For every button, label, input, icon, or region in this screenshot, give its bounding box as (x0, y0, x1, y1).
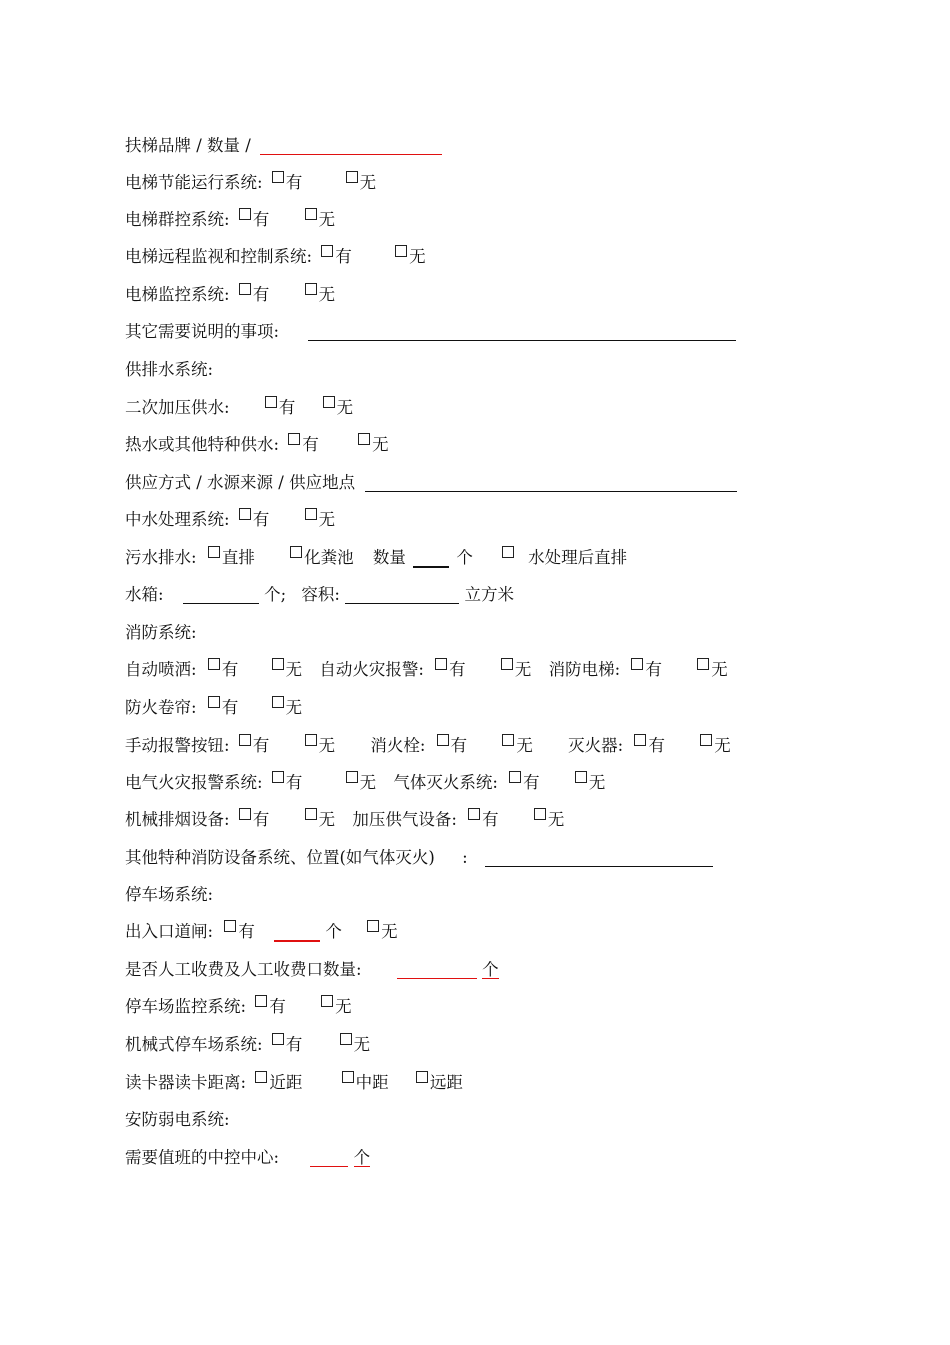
hot-water-label: 热水或其他特种供水: (125, 435, 280, 454)
hot-water-yes-option[interactable]: 有 (288, 433, 319, 457)
elevator-remote-no-option[interactable]: 无 (395, 245, 426, 269)
sewage-direct-option[interactable]: 直排 (208, 546, 255, 570)
checkbox-icon[interactable] (272, 696, 284, 708)
sprinkler-yes-option[interactable]: 有 (208, 658, 239, 682)
special-fire-label: 其他特种消防设备系统、位置(如气体灭火) (125, 848, 435, 867)
checkbox-icon[interactable] (340, 1033, 352, 1045)
sewage-qty-unit: 个 (456, 548, 473, 567)
checkbox-icon[interactable] (288, 433, 300, 445)
card-reader-far-option[interactable]: 远距 (416, 1071, 463, 1095)
control-center-unit: 个 (353, 1148, 371, 1167)
mechanical-parking-no-option[interactable]: 无 (340, 1033, 371, 1057)
elevator-monitor-yes-option[interactable]: 有 (239, 283, 270, 307)
manual-alarm-label: 手动报警按钮: (125, 736, 230, 755)
manual-toll-label: 是否人工收费及人工收费口数量: (125, 960, 362, 979)
checkbox-icon[interactable] (239, 283, 251, 295)
manual-toll-row (125, 958, 499, 982)
sewage-row (125, 546, 627, 570)
checkbox-icon[interactable] (323, 396, 335, 408)
mechanical-parking-row (125, 1033, 370, 1057)
hot-water-row (125, 433, 389, 457)
elevator-remote-label: 电梯远程监视和控制系统: (125, 247, 313, 266)
parking-system-heading: 停车场系统: (125, 885, 214, 904)
secondary-pressure-label: 二次加压供水: (125, 398, 230, 417)
fire-alarm-yes-option[interactable]: 有 (435, 658, 466, 682)
elevator-remote-row (125, 245, 426, 269)
checkbox-icon[interactable] (321, 245, 333, 257)
card-reader-label: 读卡器读卡距离: (125, 1073, 247, 1092)
pressurized-air-no-option[interactable]: 无 (534, 808, 565, 832)
checkbox-icon[interactable] (305, 208, 317, 220)
elevator-group-label: 电梯群控系统: (125, 210, 230, 229)
elevator-group-row (125, 208, 335, 232)
checkbox-icon[interactable] (255, 1071, 267, 1083)
reclaimed-water-row (125, 508, 335, 532)
manual-alarm-yes-option[interactable]: 有 (239, 734, 270, 758)
special-fire-field[interactable] (485, 846, 713, 867)
checkbox-icon[interactable] (575, 771, 587, 783)
fire-shutter-no-option[interactable]: 无 (272, 696, 303, 720)
parking-monitor-no-option[interactable]: 无 (321, 995, 352, 1019)
water-tank-label: 水箱: (125, 585, 164, 604)
checkbox-icon[interactable] (321, 995, 333, 1007)
extinguisher-no-option[interactable]: 无 (700, 734, 731, 758)
checkbox-icon[interactable] (239, 734, 251, 746)
barrier-gate-count-field[interactable] (274, 920, 320, 942)
checkbox-icon[interactable] (342, 1071, 354, 1083)
sewage-qty-label: 数量 (372, 548, 406, 567)
checkbox-icon[interactable] (416, 1071, 428, 1083)
hot-water-no-option[interactable]: 无 (358, 433, 389, 457)
sewage-label: 污水排水: (125, 548, 197, 567)
supply-method-label: 供应方式 / 水源来源 / 供应地点 (125, 473, 356, 492)
hydrant-yes-option[interactable]: 有 (437, 734, 468, 758)
elevator-energy-no-option[interactable]: 无 (346, 171, 377, 195)
escalator-brand-label: 扶梯品牌 / 数量 / (125, 136, 251, 155)
checkbox-icon[interactable] (224, 920, 236, 932)
checkbox-icon[interactable] (272, 658, 284, 670)
checkbox-icon[interactable] (534, 808, 546, 820)
electrical-fire-label: 电气火灾报警系统: (125, 773, 263, 792)
checkbox-icon[interactable] (272, 771, 284, 783)
parking-monitor-yes-option[interactable]: 有 (255, 995, 286, 1019)
parking-monitor-label: 停车场监控系统: (125, 997, 247, 1016)
gas-extinguish-no-option[interactable]: 无 (575, 771, 606, 795)
reclaimed-water-no-option[interactable]: 无 (305, 508, 336, 532)
checkbox-icon[interactable] (208, 696, 220, 708)
checkbox-icon[interactable] (358, 433, 370, 445)
fire-row-3 (125, 771, 605, 795)
elevator-group-no-option[interactable]: 无 (305, 208, 336, 232)
extinguisher-yes-option[interactable]: 有 (634, 734, 665, 758)
fire-elevator-no-option[interactable]: 无 (697, 658, 728, 682)
hydrant-no-option[interactable]: 无 (502, 734, 533, 758)
checkbox-icon[interactable] (272, 171, 284, 183)
card-reader-near-option[interactable]: 近距 (255, 1071, 302, 1095)
sewage-qty-field[interactable] (413, 546, 449, 568)
fire-system-heading: 消防系统: (125, 623, 197, 642)
elevator-monitor-label: 电梯监控系统: (125, 285, 230, 304)
mechanical-parking-yes-option[interactable]: 有 (272, 1033, 303, 1057)
supply-method-row (125, 471, 737, 495)
barrier-gate-label: 出入口道闸: (125, 922, 214, 941)
checkbox-icon[interactable] (208, 658, 220, 670)
sewage-septic-option[interactable]: 化粪池 (290, 546, 354, 570)
fire-alarm-no-option[interactable]: 无 (501, 658, 532, 682)
checkbox-icon[interactable] (239, 208, 251, 220)
smoke-exhaust-label: 机械排烟设备: (125, 810, 230, 829)
fire-shutter-yes-option[interactable]: 有 (208, 696, 239, 720)
elevator-monitor-no-option[interactable]: 无 (305, 283, 336, 307)
other-notes-label: 其它需要说明的事项: (125, 322, 280, 341)
checkbox-icon[interactable] (468, 808, 480, 820)
fire-elevator-yes-option[interactable]: 有 (631, 658, 662, 682)
checkbox-icon[interactable] (255, 995, 267, 1007)
barrier-gate-yes-option[interactable]: 有 (224, 920, 255, 944)
pressurized-air-label: 加压供气设备: (352, 810, 457, 829)
checkbox-icon[interactable] (437, 734, 449, 746)
elevator-monitor-row (125, 283, 335, 307)
electrical-fire-no-option[interactable]: 无 (346, 771, 377, 795)
water-tank-volume-field[interactable] (345, 583, 459, 604)
elevator-energy-yes-option[interactable]: 有 (272, 171, 303, 195)
barrier-gate-no-option[interactable]: 无 (367, 920, 398, 944)
control-center-count-field[interactable] (310, 1146, 348, 1167)
water-tank-volume-unit: 立方米 (464, 585, 514, 604)
reclaimed-water-yes-option[interactable]: 有 (239, 508, 270, 532)
checkbox-icon[interactable] (305, 808, 317, 820)
checkbox-icon[interactable] (305, 508, 317, 520)
checkbox-icon[interactable] (502, 734, 514, 746)
checkbox-icon[interactable] (346, 771, 358, 783)
mechanical-parking-label: 机械式停车场系统: (125, 1035, 263, 1054)
pressurized-air-yes-option[interactable]: 有 (468, 808, 499, 832)
checkbox-icon[interactable] (502, 546, 514, 558)
escalator-brand-row (125, 134, 442, 158)
secondary-pressure-row (125, 396, 353, 420)
sprinkler-no-option[interactable]: 无 (272, 658, 303, 682)
parking-monitor-row (125, 995, 352, 1019)
control-center-label: 需要值班的中控中心: (125, 1148, 280, 1167)
extinguisher-label: 灭火器: (568, 736, 624, 755)
checkbox-icon[interactable] (435, 658, 447, 670)
checkbox-icon[interactable] (697, 658, 709, 670)
gas-extinguish-label: 气体灭火系统: (393, 773, 498, 792)
manual-toll-unit: 个 (482, 960, 499, 979)
checkbox-icon[interactable] (239, 508, 251, 520)
water-tank-count-field[interactable] (183, 583, 259, 604)
secondary-pressure-yes-option[interactable]: 有 (265, 396, 296, 420)
checkbox-icon[interactable] (700, 734, 712, 746)
water-system-heading: 供排水系统: (125, 360, 214, 379)
sprinkler-label: 自动喷洒: (125, 660, 197, 679)
security-system-heading: 安防弱电系统: (125, 1110, 230, 1129)
checkbox-icon[interactable] (509, 771, 521, 783)
control-center-row (125, 1146, 370, 1170)
checkbox-icon[interactable] (305, 283, 317, 295)
smoke-exhaust-no-option[interactable]: 无 (305, 808, 336, 832)
secondary-pressure-no-option[interactable]: 无 (323, 396, 354, 420)
fire-alarm-label: 自动火灾报警: (319, 660, 424, 679)
elevator-energy-row (125, 171, 376, 195)
checkbox-icon[interactable] (501, 658, 513, 670)
reclaimed-water-label: 中水处理系统: (125, 510, 230, 529)
elevator-remote-yes-option[interactable]: 有 (321, 245, 352, 269)
fire-row-1 (125, 658, 728, 682)
fire-row-4 (125, 808, 564, 832)
smoke-exhaust-yes-option[interactable]: 有 (239, 808, 270, 832)
fire-row-2 (125, 734, 731, 758)
water-tank-volume-label: 容积: (301, 585, 340, 604)
elevator-group-yes-option[interactable]: 有 (239, 208, 270, 232)
escalator-brand-field[interactable] (260, 134, 442, 155)
barrier-gate-unit: 个 (325, 922, 342, 941)
fire-shutter-row (125, 696, 302, 720)
electrical-fire-yes-option[interactable]: 有 (272, 771, 303, 795)
water-tank-count-unit: 个; (264, 585, 287, 604)
other-notes-row (125, 320, 736, 344)
checkbox-icon[interactable] (272, 1033, 284, 1045)
checkbox-icon[interactable] (265, 396, 277, 408)
checkbox-icon[interactable] (239, 808, 251, 820)
other-notes-field[interactable] (308, 320, 736, 341)
checkbox-icon[interactable] (367, 920, 379, 932)
fire-shutter-label: 防火卷帘: (125, 698, 197, 717)
elevator-energy-label: 电梯节能运行系统: (125, 173, 263, 192)
checkbox-icon[interactable] (631, 658, 643, 670)
hydrant-label: 消火栓: (370, 736, 426, 755)
checkbox-icon[interactable] (208, 546, 220, 558)
checkbox-icon[interactable] (290, 546, 302, 558)
card-reader-row (125, 1071, 463, 1095)
sewage-treated-option[interactable]: 水处理后直排 (502, 546, 627, 570)
fire-elevator-label: 消防电梯: (548, 660, 621, 679)
card-reader-medium-option[interactable]: 中距 (342, 1071, 389, 1095)
manual-alarm-no-option[interactable]: 无 (305, 734, 336, 758)
supply-method-field[interactable] (365, 471, 737, 492)
checkbox-icon[interactable] (346, 171, 358, 183)
checkbox-icon[interactable] (634, 734, 646, 746)
barrier-gate-row (125, 920, 398, 944)
checkbox-icon[interactable] (395, 245, 407, 257)
water-tank-row (125, 583, 514, 607)
checkbox-icon[interactable] (305, 734, 317, 746)
manual-toll-count-field[interactable] (397, 958, 477, 979)
gas-extinguish-yes-option[interactable]: 有 (509, 771, 540, 795)
special-fire-row: 其他特种消防设备系统、位置(如气体灭火) : (125, 846, 713, 870)
